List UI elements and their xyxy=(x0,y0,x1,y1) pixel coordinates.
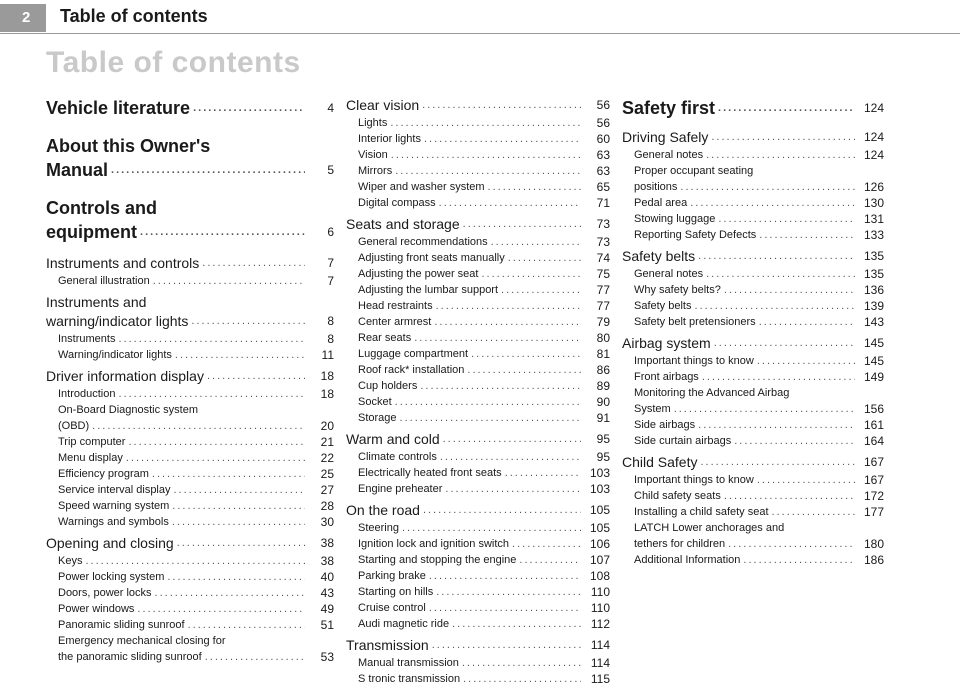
toc-item[interactable]: Installing a child safety seat ..... 177 xyxy=(622,504,884,520)
toc-item[interactable]: Mirrors ..... 63 xyxy=(346,163,610,179)
toc-section-driver-info[interactable]: Driver information display ..... 18 xyxy=(46,367,334,386)
toc-item[interactable]: Pedal area ..... 130 xyxy=(622,195,884,211)
toc-item[interactable]: Speed warning system ..... 28 xyxy=(46,498,334,514)
toc-item[interactable]: General illustration ..... 7 xyxy=(46,273,334,289)
toc-item[interactable]: Introduction ..... 18 xyxy=(46,386,334,402)
toc-column-3 xyxy=(622,96,884,568)
toc-entry-safety-first[interactable]: Safety first ..... 124 xyxy=(622,96,884,120)
toc-section-seats-storage[interactable]: Seats and storage ..... 73 xyxy=(346,215,610,234)
toc-item[interactable]: Stowing luggage ..... 131 xyxy=(622,211,884,227)
toc-column-1 xyxy=(46,96,334,665)
toc-item[interactable]: Vision ..... 63 xyxy=(346,147,610,163)
toc-item[interactable]: Safety belt pretensioners ..... 143 xyxy=(622,314,884,330)
toc-item[interactable]: Warnings and symbols ..... 30 xyxy=(46,514,334,530)
toc-item[interactable]: Cruise control ..... 110 xyxy=(346,600,610,616)
toc-item[interactable]: Warning/indicator lights ..... 11 xyxy=(46,347,334,363)
toc-section-clear-vision[interactable]: Clear vision ..... 56 xyxy=(346,96,610,115)
toc-item[interactable]: Steering ..... 105 xyxy=(346,520,610,536)
toc-entry-controls-equipment[interactable]: Controls and equipment ..... 6 xyxy=(46,196,334,244)
toc-item[interactable]: Additional Information ..... 186 xyxy=(622,552,884,568)
toc-item[interactable]: Service interval display ..... 27 xyxy=(46,482,334,498)
toc-item[interactable]: Engine preheater ..... 103 xyxy=(346,481,610,497)
toc-item[interactable]: Digital compass ..... 71 xyxy=(346,195,610,211)
page-title: Table of contents xyxy=(46,46,301,79)
toc-item[interactable]: Panoramic sliding sunroof ..... 51 xyxy=(46,617,334,633)
toc-section-warm-cold[interactable]: Warm and cold ..... 95 xyxy=(346,430,610,449)
toc-item[interactable]: Center armrest ..... 79 xyxy=(346,314,610,330)
toc-section-instruments-warning[interactable]: Instruments and warning/indicator lights ..... 8 xyxy=(46,293,334,331)
header-rule xyxy=(0,33,960,34)
toc-item[interactable]: Important things to know ..... 167 xyxy=(622,472,884,488)
toc-item[interactable]: General notes ..... 124 xyxy=(622,147,884,163)
toc-item[interactable]: Power locking system ..... 40 xyxy=(46,569,334,585)
page-number: 2 xyxy=(22,9,31,26)
toc-item[interactable]: Ignition lock and ignition switch ..... 106 xyxy=(346,536,610,552)
toc-item[interactable]: Starting and stopping the engine ..... 107 xyxy=(346,552,610,568)
toc-item[interactable]: Audi magnetic ride ..... 112 xyxy=(346,616,610,632)
toc-item[interactable]: Power windows ..... 49 xyxy=(46,601,334,617)
toc-item[interactable]: General recommendations ..... 73 xyxy=(346,234,610,250)
toc-item[interactable]: Storage ..... 91 xyxy=(346,410,610,426)
toc-item[interactable]: Front airbags ..... 149 xyxy=(622,369,884,385)
toc-item[interactable]: Menu display ..... 22 xyxy=(46,450,334,466)
toc-section-instruments-controls[interactable]: Instruments and controls ..... 7 xyxy=(46,254,334,273)
toc-item[interactable]: LATCH Lower anchorages and tethers for children ..... 180 xyxy=(622,520,884,552)
toc-section-child-safety[interactable]: Child Safety ..... 167 xyxy=(622,453,884,472)
toc-item[interactable]: Monitoring the Advanced Airbag System ..... 156 xyxy=(622,385,884,417)
toc-item[interactable]: Electrically heated front seats ..... 103 xyxy=(346,465,610,481)
toc-section-airbag-system[interactable]: Airbag system ..... 145 xyxy=(622,334,884,353)
toc-item[interactable]: Starting on hills ..... 110 xyxy=(346,584,610,600)
toc-item[interactable]: Proper occupant seating positions ..... 126 xyxy=(622,163,884,195)
toc-item[interactable]: Keys ..... 38 xyxy=(46,553,334,569)
toc-section-driving-safely[interactable]: Driving Safely ..... 124 xyxy=(622,128,884,147)
toc-item[interactable]: Important things to know ..... 145 xyxy=(622,353,884,369)
toc-section-transmission[interactable]: Transmission ..... 114 xyxy=(346,636,610,655)
toc-item[interactable]: Roof rack* installation ..... 86 xyxy=(346,362,610,378)
toc-item[interactable]: Parking brake ..... 108 xyxy=(346,568,610,584)
page-number-tab xyxy=(0,4,46,32)
toc-column-2 xyxy=(346,96,610,687)
toc-item[interactable]: Climate controls ..... 95 xyxy=(346,449,610,465)
toc-item[interactable]: Adjusting front seats manually ..... 74 xyxy=(346,250,610,266)
toc-item[interactable]: Cup holders ..... 89 xyxy=(346,378,610,394)
toc-section-opening-closing[interactable]: Opening and closing ..... 38 xyxy=(46,534,334,553)
toc-item[interactable]: On-Board Diagnostic system (OBD) ..... 20 xyxy=(46,402,334,434)
running-header: Table of contents xyxy=(60,6,208,26)
toc-item[interactable]: General notes ..... 135 xyxy=(622,266,884,282)
toc-entry-about-manual[interactable]: About this Owner's Manual ..... 5 xyxy=(46,134,334,182)
toc-section-on-the-road[interactable]: On the road ..... 105 xyxy=(346,501,610,520)
toc-item[interactable]: Head restraints ..... 77 xyxy=(346,298,610,314)
toc-item[interactable]: Side curtain airbags ..... 164 xyxy=(622,433,884,449)
toc-item[interactable]: Lights ..... 56 xyxy=(346,115,610,131)
toc-item[interactable]: Safety belts ..... 139 xyxy=(622,298,884,314)
toc-item[interactable]: S tronic transmission ..... 115 xyxy=(346,671,610,687)
toc-item[interactable]: Manual transmission ..... 114 xyxy=(346,655,610,671)
toc-item[interactable]: Emergency mechanical closing for the panoramic sliding sunroof ..... 53 xyxy=(46,633,334,665)
toc-item[interactable]: Why safety belts? ..... 136 xyxy=(622,282,884,298)
toc-item[interactable]: Reporting Safety Defects ..... 133 xyxy=(622,227,884,243)
toc-item[interactable]: Trip computer ..... 21 xyxy=(46,434,334,450)
toc-section-safety-belts[interactable]: Safety belts ..... 135 xyxy=(622,247,884,266)
toc-item[interactable]: Doors, power locks ..... 43 xyxy=(46,585,334,601)
toc-item[interactable]: Instruments ..... 8 xyxy=(46,331,334,347)
toc-item[interactable]: Child safety seats ..... 172 xyxy=(622,488,884,504)
toc-item[interactable]: Adjusting the power seat ..... 75 xyxy=(346,266,610,282)
toc-item[interactable]: Rear seats ..... 80 xyxy=(346,330,610,346)
toc-item[interactable]: Wiper and washer system ..... 65 xyxy=(346,179,610,195)
toc-item[interactable]: Side airbags ..... 161 xyxy=(622,417,884,433)
toc-item[interactable]: Luggage compartment ..... 81 xyxy=(346,346,610,362)
toc-item[interactable]: Interior lights ..... 60 xyxy=(346,131,610,147)
toc-entry-vehicle-literature[interactable]: Vehicle literature ..... 4 xyxy=(46,96,334,120)
toc-item[interactable]: Efficiency program ..... 25 xyxy=(46,466,334,482)
toc-item[interactable]: Socket ..... 90 xyxy=(346,394,610,410)
toc-item[interactable]: Adjusting the lumbar support ..... 77 xyxy=(346,282,610,298)
